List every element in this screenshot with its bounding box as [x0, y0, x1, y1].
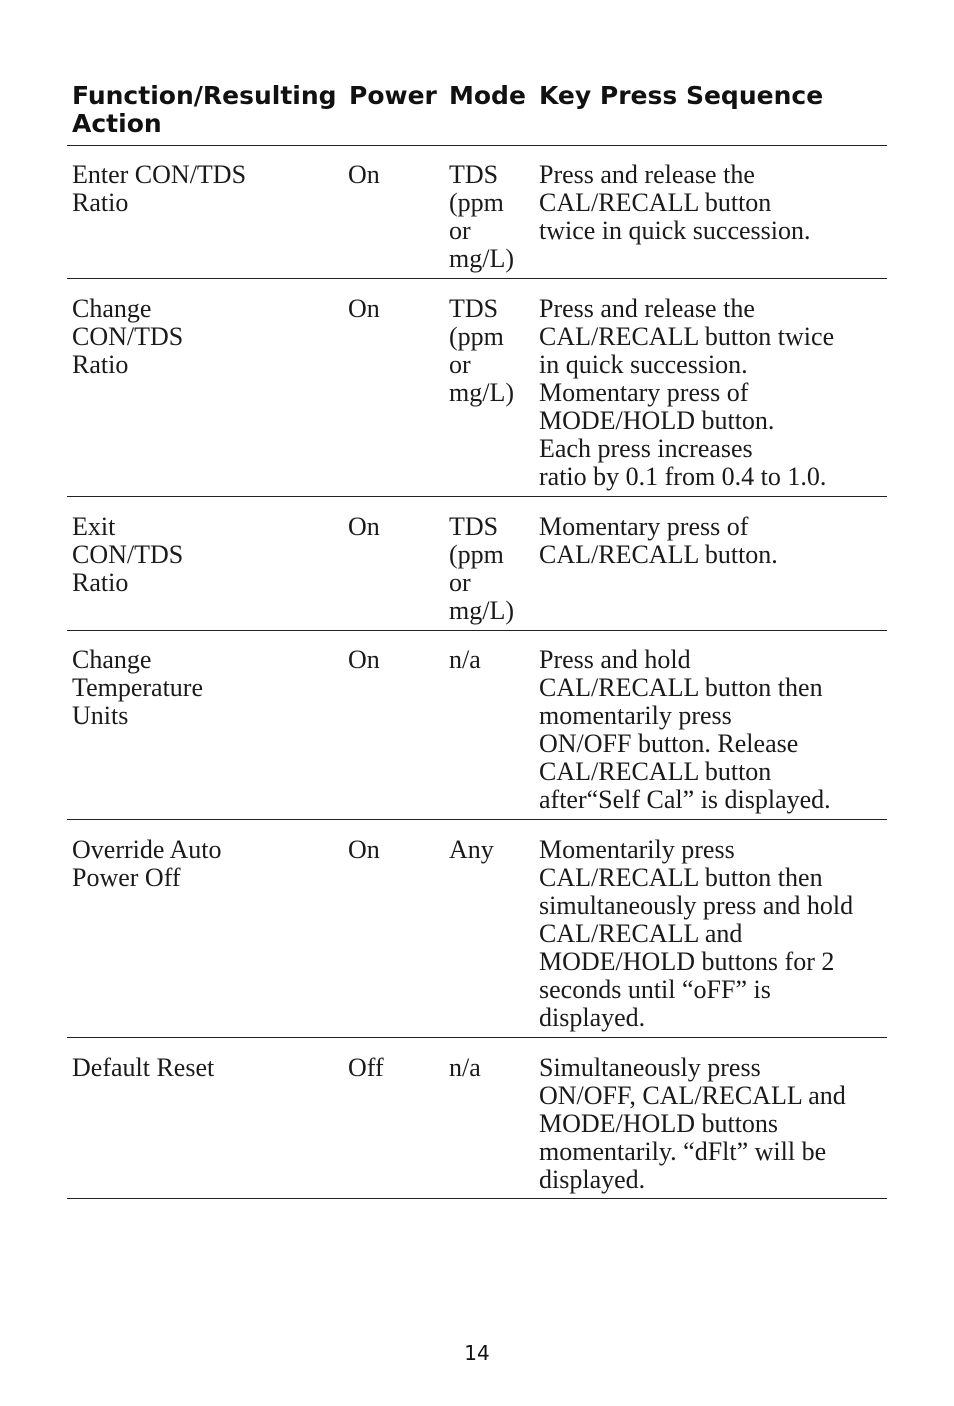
function-cell: Change Temperature Units [72, 645, 203, 730]
function-cell: Change CON/TDS Ratio [72, 294, 184, 379]
power-cell: On [348, 512, 380, 541]
mode-cell: TDS (ppm or mg/L) [449, 160, 514, 273]
key-sequence-cell: Press and release the CAL/RECALL button twice in quick succession. Momentary press of MODE/HOLD button. Each press increases ratio by 0.1 from 0.4 to 1.0. [539, 294, 835, 491]
key-sequence-cell: Simultaneously press ON/OFF, CAL/RECALL and MODE/HOLD buttons momentarily. “dFlt” will be displayed. [539, 1053, 846, 1194]
header-mode: Mode [449, 81, 526, 110]
row-divider [67, 278, 887, 279]
power-cell: Off [348, 1053, 384, 1082]
row-divider [67, 819, 887, 820]
header-key-press-sequence: Key Press Sequence [539, 81, 824, 110]
header-function: Function/Resulting Action [72, 81, 337, 138]
key-sequence-cell: Momentary press of CAL/RECALL button. [539, 512, 778, 569]
function-cell: Exit CON/TDS Ratio [72, 512, 184, 597]
function-cell: Override Auto Power Off [72, 835, 222, 892]
header-power: Power [349, 81, 437, 110]
page-number: 14 [464, 1341, 490, 1365]
mode-cell: TDS (ppm or mg/L) [449, 512, 514, 625]
table-bottom-rule [67, 1198, 887, 1199]
mode-cell: Any [449, 835, 494, 864]
row-divider [67, 496, 887, 497]
key-sequence-cell: Momentarily press CAL/RECALL button then simultaneously press and hold CAL/RECALL and MODE/HOLD buttons for 2 seconds until “oFF” is displayed. [539, 835, 854, 1032]
power-cell: On [348, 835, 380, 864]
key-sequence-cell: Press and release the CAL/RECALL button twice in quick succession. [539, 160, 811, 245]
power-cell: On [348, 294, 380, 323]
row-divider [67, 1037, 887, 1038]
function-cell: Default Reset [72, 1053, 215, 1082]
mode-cell: TDS (ppm or mg/L) [449, 294, 514, 407]
power-cell: On [348, 645, 380, 674]
row-divider [67, 630, 887, 631]
key-sequence-cell: Press and hold CAL/RECALL button then momentarily press ON/OFF button. Release CAL/RECALL button after“Self Cal” is displayed. [539, 645, 831, 814]
function-cell: Enter CON/TDS Ratio [72, 160, 247, 217]
power-cell: On [348, 160, 380, 189]
header-rule [67, 145, 887, 146]
mode-cell: n/a [449, 1053, 481, 1082]
mode-cell: n/a [449, 645, 481, 674]
